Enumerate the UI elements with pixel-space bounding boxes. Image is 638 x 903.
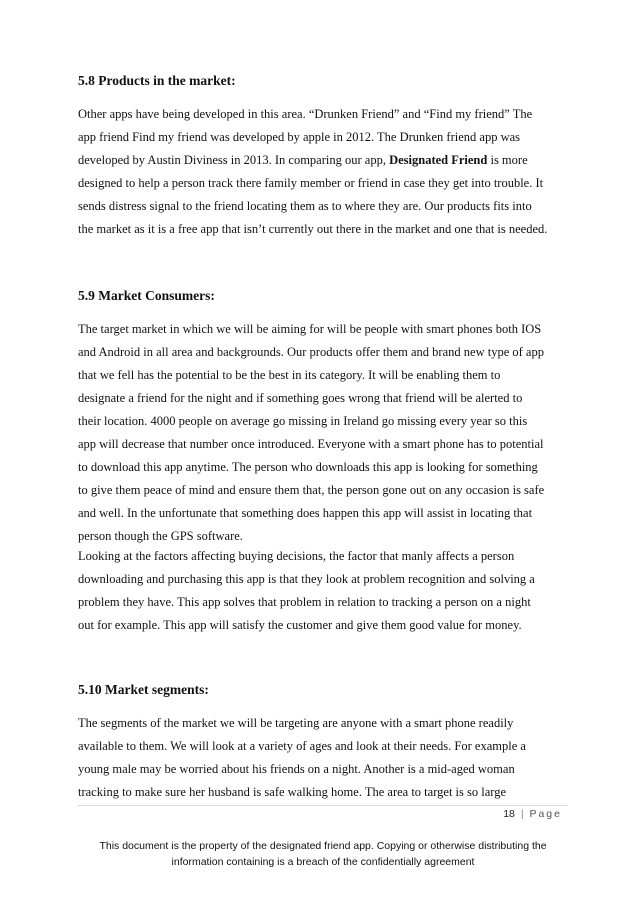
paragraph-consumers-1	[78, 318, 568, 548]
text-line: out for example. This app will satisfy the customer and give them good value for money.	[78, 618, 522, 632]
text-line: young male may be worried about his friends on a night. Another is a mid-aged woman	[78, 762, 515, 776]
section-heading-segments: 5.10 Market segments:	[78, 682, 209, 697]
text-line: app will decrease that number once introduced. Everyone with a smart phone has to potential	[78, 437, 544, 451]
text-line: the market as it is a free app that isn’t currently out there in the market and one that is needed.	[78, 222, 548, 236]
section-heading-consumers: 5.9 Market Consumers:	[78, 288, 215, 303]
text-line: person though the GPS software.	[78, 529, 243, 543]
page-number-label: Page	[529, 808, 562, 820]
text-line: The segments of the market we will be targeting are anyone with a smart phone readily	[78, 716, 514, 730]
text-line: designate a friend for the night and if something goes wrong that friend will be alerted to	[78, 391, 523, 405]
paragraph-consumers-2	[78, 545, 568, 637]
text-line: available to them. We will look at a variety of ages and look at their needs. For example a	[78, 739, 526, 753]
disclaimer-line-1: This document is the property of the designated friend app. Copying or otherwise distributing the	[99, 840, 547, 852]
paragraph-segments	[78, 712, 568, 804]
text-line: that we fell has the potential to be the best in its category. It will be enabling them to	[78, 368, 501, 382]
disclaimer-line-2: information containing is a breach of the confidentially agreement	[171, 856, 475, 868]
text-line: developed by Austin Diviness in 2013. In comparing our app, Designated Friend is more	[78, 153, 528, 167]
paragraph-products	[78, 103, 568, 241]
text-line: The target market in which we will be aiming for will be people with smart phones both IOS	[78, 322, 542, 336]
page-number-value: 18	[503, 808, 515, 820]
page-number-separator: |	[520, 808, 524, 820]
text-line: and well. In the unfortunate that something does happen this app will assist in locating that	[78, 506, 533, 520]
text-line: sends distress signal to the friend locating them as to where they are. Our products fits into	[78, 199, 532, 213]
text-line: Looking at the factors affecting buying decisions, the factor that manly affects a person	[78, 549, 515, 563]
text-line: to download this app anytime. The person who downloads this app is looking for something	[78, 460, 538, 474]
page-number	[503, 808, 562, 820]
bold-text: Designated Friend	[389, 153, 488, 167]
text-line: and Android in all area and backgrounds. Our products offer them and brand new type of app	[78, 345, 544, 359]
footer-divider	[78, 805, 568, 806]
text-line: to give them peace of mind and ensure them that, the person gone out on any occasion is safe	[78, 483, 545, 497]
text-line: app friend Find my friend was developed by apple in 2012. The Drunken friend app was	[78, 130, 521, 144]
text-line: designed to help a person track there family member or friend in case they get into trouble. It	[78, 176, 544, 190]
text-line: their location. 4000 people on average go missing in Ireland go missing every year so this	[78, 414, 528, 428]
text-line: downloading and purchasing this app is that they look at problem recognition and solving a	[78, 572, 535, 586]
text-line: tracking to make sure her husband is safe walking home. The area to target is so large	[78, 785, 506, 799]
text-line: Other apps have being developed in this area. “Drunken Friend” and “Find my friend” The	[78, 107, 533, 121]
section-heading-products: 5.8 Products in the market:	[78, 73, 236, 88]
confidentiality-disclaimer	[78, 838, 568, 870]
text-line: problem they have. This app solves that problem in relation to tracking a person on a night	[78, 595, 531, 609]
